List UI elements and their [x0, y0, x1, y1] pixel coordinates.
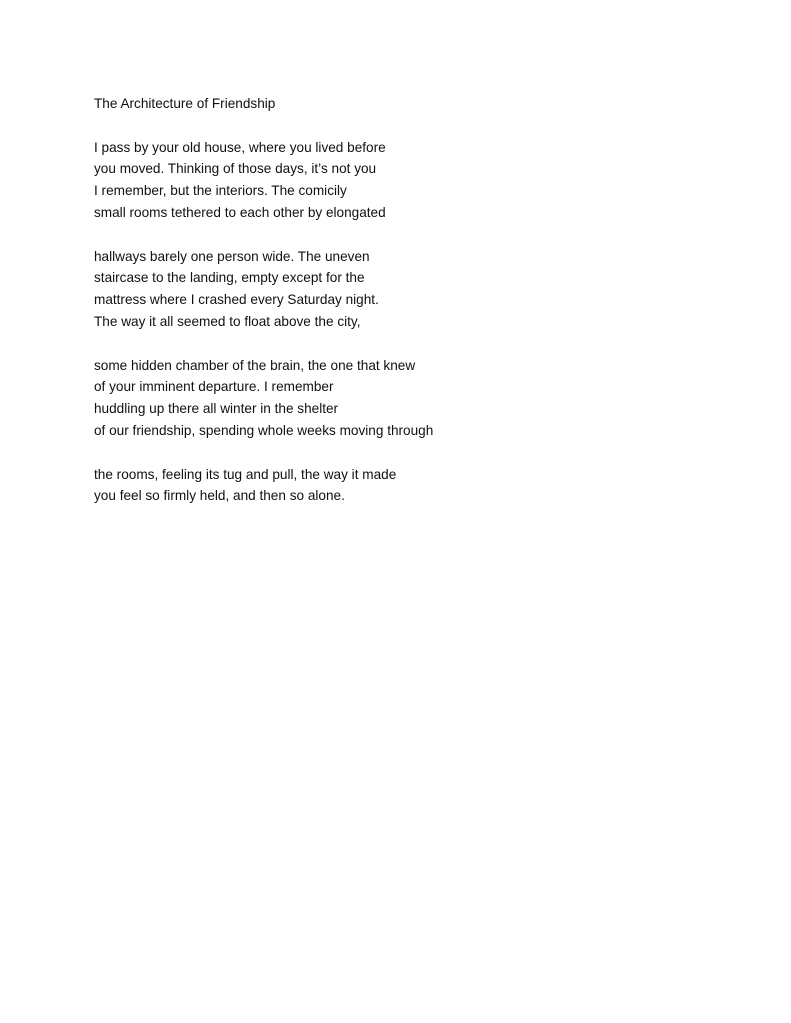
stanza-gap	[94, 224, 734, 246]
poem-line: I remember, but the interiors. The comicily	[94, 183, 347, 199]
stanza-1	[94, 137, 734, 224]
poem-line: some hidden chamber of the brain, the one that knew	[94, 357, 416, 373]
poem-line: the rooms, feeling its tug and pull, the way it made	[94, 466, 397, 482]
poem-line: you moved. Thinking of those days, it’s not you	[94, 161, 377, 177]
stanza-gap	[94, 115, 734, 137]
poem-line: I pass by your old house, where you lived before	[94, 139, 386, 155]
stanza-gap	[94, 333, 734, 355]
stanza-3	[94, 355, 734, 442]
poem-line: mattress where I crashed every Saturday night.	[94, 292, 379, 308]
poem-line: huddling up there all winter in the shelter	[94, 401, 339, 417]
poem-title: The Architecture of Friendship	[94, 96, 276, 111]
stanza-gap	[94, 442, 734, 464]
poem-line: hallways barely one person wide. The uneven	[94, 248, 370, 264]
poem-line: of your imminent departure. I remember	[94, 379, 334, 395]
poem-line: The way it all seemed to float above the city,	[94, 313, 361, 329]
stanza-4	[94, 464, 734, 508]
poem-line: of our friendship, spending whole weeks moving through	[94, 422, 434, 438]
poem	[94, 93, 734, 507]
poem-line: staircase to the landing, empty except for the	[94, 270, 365, 286]
poem-line: you feel so firmly held, and then so alone.	[94, 488, 345, 504]
stanza-2	[94, 246, 734, 333]
poem-line: small rooms tethered to each other by elongated	[94, 204, 386, 220]
